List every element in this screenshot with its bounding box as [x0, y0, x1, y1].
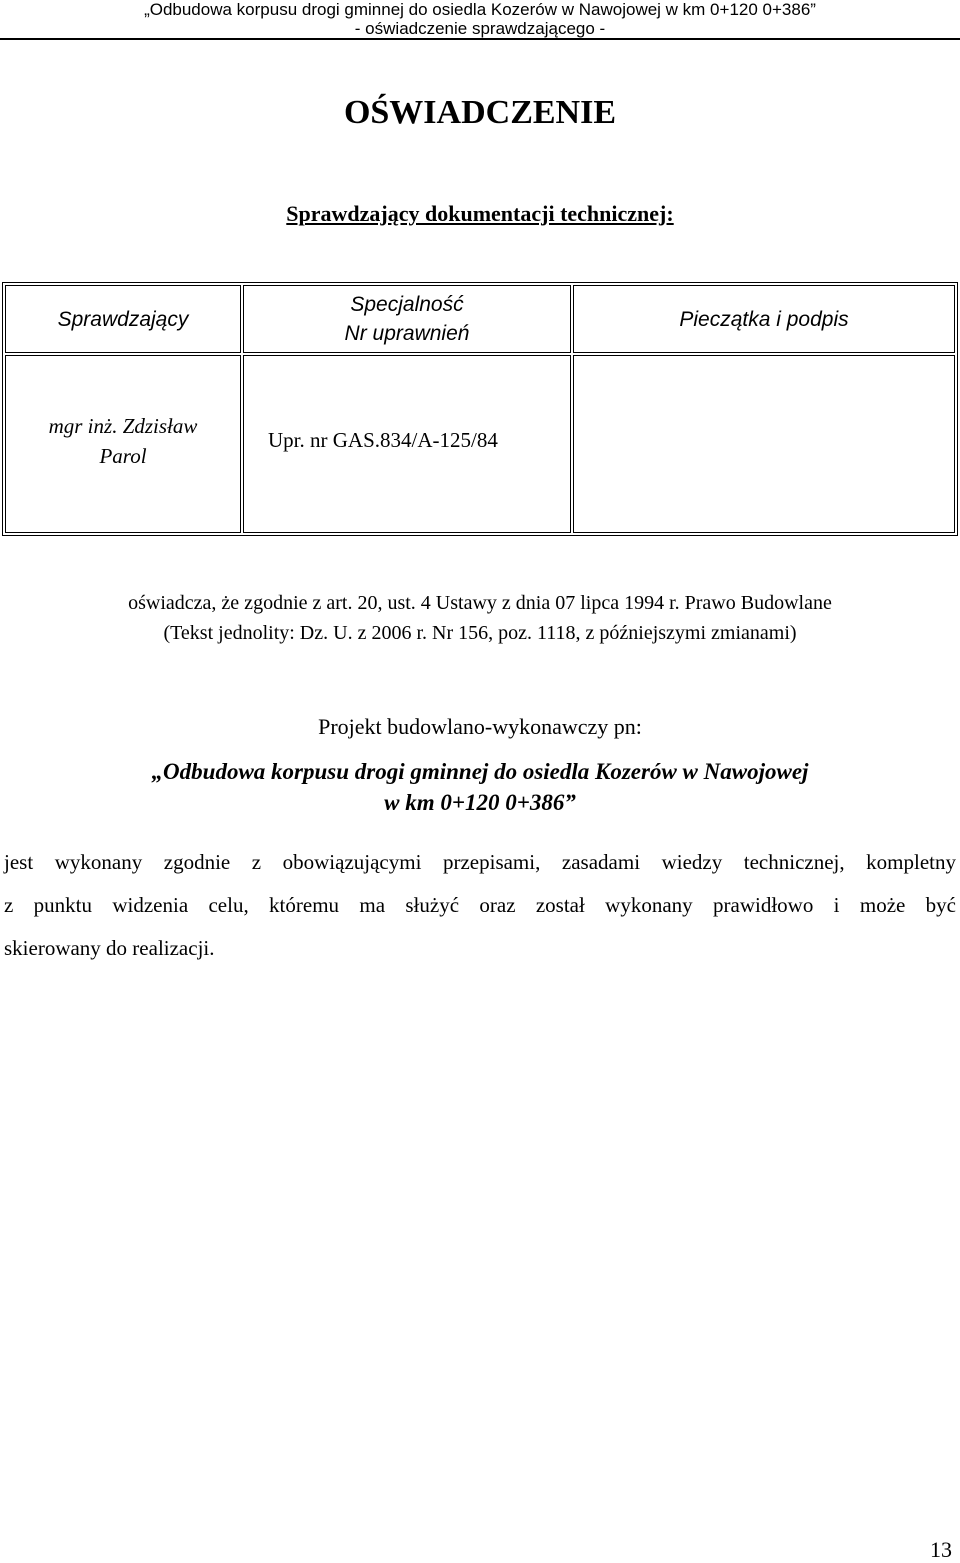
cell-permit-number [243, 355, 571, 533]
conclusion-line-2: z punktu widzenia celu, któremu ma służyć oraz został wykonany prawidłowo i może być [4, 893, 956, 917]
header-document-type: - oświadczenie sprawdzającego - [354, 19, 606, 38]
header-verifier-label: Sprawdzający [57, 307, 189, 331]
header-stamp-label: Pieczątka i podpis [679, 307, 849, 331]
project-intro: Projekt budowlano-wykonawczy pn: [318, 714, 642, 739]
running-header [0, 0, 960, 38]
verifier-name-line2: Parol [99, 444, 147, 468]
conclusion-line-3: skierowany do realizacji. [4, 936, 215, 960]
legal-statement [0, 588, 960, 648]
cell-stamp-signature [573, 355, 955, 533]
project-title [0, 756, 960, 818]
conclusion-line-1: jest wykonany zgodnie z obowiązującymi przepisami, zasadami wiedzy technicznej, kompletny [4, 850, 956, 874]
permit-number: Upr. nr GAS.834/A-125/84 [268, 428, 498, 452]
header-cell-verifier [5, 285, 241, 353]
statement-line-2: (Tekst jednolity: Dz. U. z 2006 r. Nr 156, poz. 1118, z późniejszymi zmianami) [163, 622, 797, 644]
document-title: OŚWIADCZENIE [343, 94, 617, 131]
header-cell-stamp [573, 285, 955, 353]
header-cell-specialty [243, 285, 571, 353]
signature-table [2, 282, 958, 536]
statement-line-1: oświadcza, że zgodnie z art. 20, ust. 4 Ustawy z dnia 07 lipca 1994 r. Prawo Budowlane [128, 592, 832, 614]
header-project-title: „Odbudowa korpusu drogi gminnej do osiedla Kozerów w Nawojowej w km 0+120 0+386” [144, 0, 816, 19]
header-specialty-label: Specjalność [350, 293, 464, 316]
project-title-line-1: „Odbudowa korpusu drogi gminnej do osiedla Kozerów w Nawojowej [151, 759, 809, 784]
header-divider [0, 38, 960, 40]
conclusion-paragraph [4, 841, 956, 970]
header-permit-number-label: Nr uprawnień [344, 322, 470, 345]
cell-verifier-name [5, 355, 241, 533]
verifier-name-line1: mgr inż. Zdzisław [48, 414, 198, 438]
section-subtitle: Sprawdzający dokumentacji technicznej: [286, 201, 674, 226]
page-number: 13 [930, 1537, 952, 1562]
project-title-line-2: w km 0+120 0+386” [384, 790, 576, 815]
